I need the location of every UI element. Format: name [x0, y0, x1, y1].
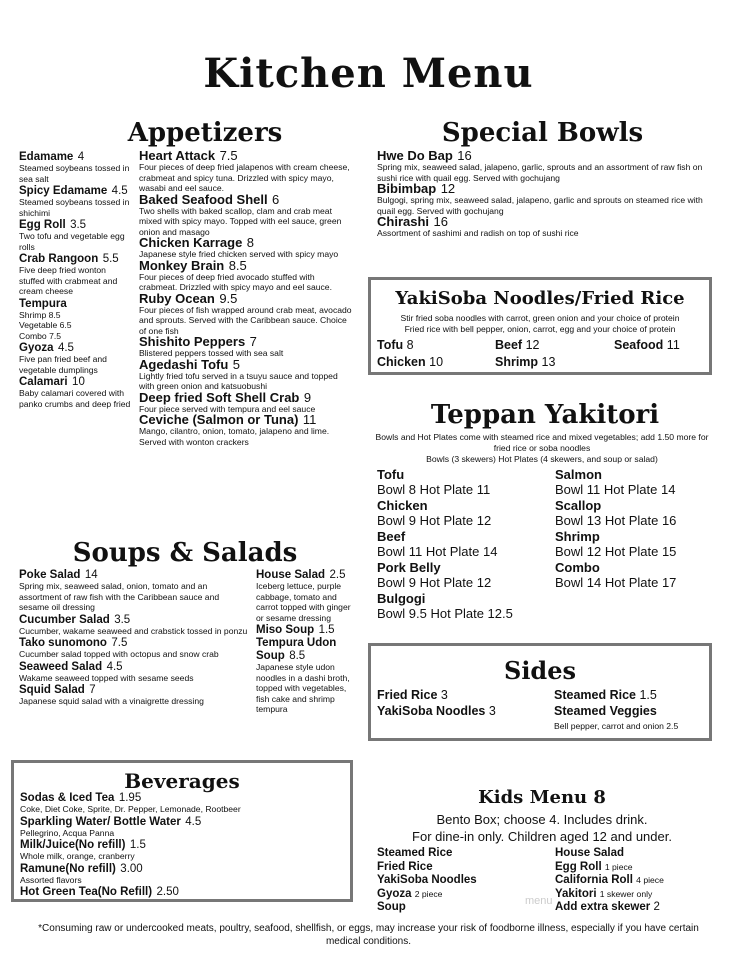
- kids-item-name: Steamed Rice: [377, 847, 453, 859]
- yakisoba-box: [368, 277, 712, 375]
- item-price: 1.95: [118, 792, 142, 804]
- kids-item-name: Fried Rice: [377, 860, 433, 873]
- item-name: Ramune(No refill): [20, 862, 116, 875]
- item-name: Monkey Brain: [139, 257, 225, 273]
- teppan-note-2: Bowls (3 skewers) Hot Plates (4 skewers, and soup or salad): [426, 454, 658, 464]
- item-desc: Bulgogi, spring mix, seaweed salad, jalapeno, garlic and sprouts on steamed rice with quail egg. Served with gochujang: [377, 195, 703, 216]
- teppan-prices: Bowl 11 Hot Plate 14: [555, 482, 676, 497]
- menu-item: [139, 150, 354, 194]
- teppan-name: Scallop: [555, 498, 602, 513]
- side-item: [554, 704, 657, 719]
- teppan-prices: Bowl 8 Hot Plate 11: [377, 482, 491, 497]
- item-desc: Four pieces of fish wrapped around crab meat, avocado and sprouts. Served with the Caribbean sauce. Choice of one fish: [139, 304, 352, 336]
- kids-item: [555, 861, 715, 875]
- item-desc: Assorted flavors: [20, 874, 82, 885]
- item-price: 5: [232, 356, 240, 372]
- item-name: Ruby Ocean: [139, 290, 215, 306]
- kids-heading: Kids Menu 8: [478, 787, 606, 808]
- kids-item-name: Add extra skewer: [555, 901, 651, 913]
- side-item: [554, 688, 657, 703]
- menu-item: [20, 791, 345, 815]
- item-desc: Spring mix, seaweed salad, onion, tomato and an assortment of raw fish with the Caribbean sauce and sesame oil dressing: [19, 581, 220, 612]
- teppan-item: [377, 591, 552, 621]
- item-desc: Wakame seaweed topped with sesame seeds: [19, 672, 194, 683]
- teppan-prices: Bowl 11 Hot Plate 14: [377, 544, 498, 559]
- item-desc: Coke, Diet Coke, Sprite, Dr. Pepper, Lemonade, Rootbeer: [20, 804, 241, 814]
- item-desc: Blistered peppers tossed with sea salt: [139, 348, 284, 358]
- menu-item: [139, 356, 354, 392]
- yakisoba-heading: YakiSoba Noodles/Fried Rice: [395, 288, 685, 309]
- item-price: 14: [84, 569, 98, 581]
- option-name: Seafood: [614, 338, 664, 352]
- teppan-item: [377, 560, 552, 590]
- item-name: Ceviche (Salmon or Tuna): [139, 412, 299, 427]
- menu-item: [20, 862, 345, 886]
- teppan-prices: Bowl 9 Hot Plate 12: [377, 575, 492, 590]
- item-name: Hwe Do Bap: [377, 148, 453, 163]
- kids-item-name: California Roll: [555, 874, 633, 886]
- yakisoba-desc-1: Stir fried soba noodles with carrot, green onion and your choice of protein: [400, 313, 680, 323]
- kids-item-name: Soup: [377, 901, 406, 913]
- teppan-name: Pork Belly: [377, 560, 441, 575]
- menu-item: [256, 623, 356, 636]
- side-price: 1.5: [639, 688, 657, 702]
- teppan-name: Salmon: [555, 467, 602, 482]
- kids-item: [377, 861, 552, 875]
- item-desc: Two tofu and vegetable egg rolls: [19, 231, 125, 252]
- item-desc: Japanese style fried chicken served with spicy mayo: [139, 249, 339, 259]
- menu-item: [20, 838, 345, 862]
- soups-right-list: [256, 568, 356, 715]
- menu-item: [377, 150, 717, 183]
- menu-item: [139, 389, 354, 415]
- item-price: 8: [246, 235, 255, 250]
- item-name: Baked Seafood Shell: [139, 191, 268, 207]
- teppan-prices: Bowl 9 Hot Plate 12: [377, 513, 492, 528]
- kids-line-1: Bento Box; choose 4. Includes drink.: [436, 812, 648, 827]
- menu-item: [20, 815, 345, 839]
- item-price: 16: [457, 148, 472, 163]
- kids-item: [555, 847, 715, 861]
- item-desc: Whole milk, orange, cranberry: [20, 851, 135, 861]
- page-title: Kitchen Menu: [203, 50, 534, 97]
- item-name: Chirashi: [377, 214, 430, 229]
- kids-item: [555, 874, 715, 888]
- side-name: YakiSoba Noodles: [377, 704, 486, 718]
- kids-item-name: House Salad: [555, 847, 625, 859]
- kids-item-note: 4 piece: [636, 875, 664, 885]
- item-price: 12: [440, 181, 456, 196]
- item-price: 2.50: [156, 886, 179, 898]
- teppan-name: Tofu: [377, 467, 405, 482]
- item-desc: Cucumber salad topped with octopus and snow crab: [19, 649, 219, 659]
- teppan-item: [377, 529, 552, 559]
- item-price: 4.5: [57, 342, 74, 354]
- item-price: 7: [89, 684, 96, 696]
- item-name: Shishito Peppers: [139, 334, 246, 349]
- item-name: House Salad: [256, 569, 326, 581]
- beverages-heading: Beverages: [124, 769, 240, 793]
- item-price: 16: [433, 214, 448, 229]
- kids-item-note: 2: [653, 901, 660, 913]
- teppan-item: [555, 498, 715, 528]
- yakisoba-option: [377, 338, 414, 353]
- item-name: Hot Green Tea(No Refill): [20, 886, 153, 898]
- beverages-box: [11, 760, 353, 902]
- side-item: [377, 688, 448, 703]
- item-price: 4.5: [111, 185, 128, 197]
- side-price: 3: [440, 688, 448, 702]
- option-price: 11: [666, 338, 680, 352]
- item-desc: Spring mix, seaweed salad, jalapeno, garlic, sprouts and an assortment of raw fish on sushi rice with quail egg. Served with gochujang: [377, 162, 703, 183]
- soups-left-list: [19, 568, 251, 707]
- teppan-item: [377, 467, 552, 497]
- kids-item: [377, 847, 552, 861]
- item-price: 3.5: [70, 219, 87, 231]
- menu-item: [19, 252, 131, 297]
- item-name: Cucumber Salad: [19, 613, 110, 626]
- kids-item-name: Gyoza: [377, 887, 412, 900]
- item-price: 8.5: [228, 257, 247, 273]
- menu-item: [19, 297, 131, 342]
- sides-heading: Sides: [503, 656, 576, 685]
- menu-item: [139, 191, 354, 238]
- item-name: Crab Rangoon: [19, 253, 99, 265]
- item-desc: Two shells with baked scallop, clam and crab meat mixed with spicy mayo. Topped with eel sauce, green onion and masago: [139, 205, 342, 237]
- menu-item: [20, 885, 345, 898]
- menu-item: [19, 375, 131, 409]
- item-desc: Iceberg lettuce, purple cabbage, tomato and carrot topped with ginger or sesame dressing: [256, 581, 351, 623]
- appetizers-heading: Appetizers: [127, 118, 283, 148]
- side-name: Fried Rice: [377, 688, 438, 702]
- item-desc: Shrimp 8.5 Vegetable 6.5 Combo 7.5: [19, 309, 72, 341]
- item-desc: Lightly fried tofu served in a tsuyu sauce and topped with green onion and katsuobushi: [139, 370, 338, 391]
- menu-item: [139, 257, 354, 293]
- item-price: 5.5: [102, 253, 119, 265]
- item-desc: Four pieces of deep fried jalapenos with cream cheese, crabmeat and spicy tuna. Drizzled with spicy mayo, wasabi and eel sauce.: [139, 162, 350, 193]
- item-name: Squid Salad: [19, 684, 85, 696]
- item-name: Sparkling Water/ Bottle Water: [20, 815, 181, 828]
- menu-item: [19, 636, 251, 660]
- side-name: Steamed Veggies: [554, 704, 657, 718]
- item-desc: Pellegrino, Acqua Panna: [20, 827, 115, 838]
- yakisoba-options: [371, 338, 709, 372]
- teppan-name: Chicken: [377, 498, 428, 513]
- menu-item: [139, 290, 354, 337]
- item-desc: Four pieces of deep fried avocado stuffed with crabmeat. Drizzled with spicy mayo and eel sauce.: [139, 271, 332, 292]
- item-name: Heart Attack: [139, 148, 216, 163]
- teppan-name: Bulgogi: [377, 591, 426, 606]
- teppan-name: Shrimp: [555, 529, 600, 544]
- option-name: Beef: [495, 338, 523, 352]
- menu-item: [19, 341, 131, 375]
- item-name: Egg Roll: [19, 219, 66, 231]
- item-name: Chicken Karrage: [139, 235, 243, 250]
- menu-item: [19, 184, 131, 218]
- item-price: 9: [303, 389, 312, 405]
- item-name: Miso Soup: [256, 624, 315, 636]
- item-desc: Four piece served with tempura and eel sauce: [139, 403, 316, 414]
- sides-box: [368, 643, 712, 741]
- kids-right-list: [555, 847, 715, 915]
- item-price: 4: [77, 151, 85, 163]
- item-desc: Assortment of sashimi and radish on top of sushi rice: [377, 228, 579, 238]
- teppan-note-1: Bowls and Hot Plates come with steamed rice and mixed vegetables; add 1.50 more for fried rice or soba noodles: [375, 432, 709, 453]
- item-name: Milk/Juice(No refill): [20, 839, 126, 851]
- menu-item: [139, 237, 354, 260]
- yakisoba-option: [495, 355, 555, 370]
- option-price: 13: [541, 355, 556, 369]
- menu-item: [377, 183, 717, 216]
- item-price: 7.5: [219, 148, 238, 163]
- kids-item-name: Egg Roll: [555, 860, 602, 873]
- footer-disclaimer: *Consuming raw or undercooked meats, poultry, seafood, shellfish, or eggs, may increase your risk of foodborne illness, especially if you have certain medical conditions.: [38, 923, 699, 947]
- item-price: 3.00: [120, 862, 143, 875]
- item-name: Agedashi Tofu: [139, 356, 229, 372]
- item-desc: Five deep fried wonton stuffed with crabmeat and cream cheese: [19, 265, 118, 296]
- kids-item-note: 2 piece: [414, 888, 443, 899]
- teppan-name: Combo: [555, 560, 600, 575]
- item-name: Seaweed Salad: [19, 660, 103, 673]
- special-bowls-list: [377, 150, 717, 239]
- yakisoba-desc-2: Fried rice with bell pepper, onion, carrot, egg and your choice of protein: [404, 324, 676, 334]
- option-price: 10: [429, 355, 444, 369]
- item-name: Bibimbap: [377, 181, 437, 196]
- side-item: [377, 704, 496, 719]
- menu-item: [139, 414, 354, 447]
- item-name: Deep fried Soft Shell Crab: [139, 389, 300, 405]
- item-name: Calamari: [19, 376, 68, 388]
- item-price: 1.5: [129, 839, 146, 851]
- menu-item: [256, 636, 356, 715]
- item-desc: Steamed soybeans tossed in sea salt: [19, 163, 130, 184]
- menu-item: [377, 216, 717, 239]
- item-desc: Mango, cilantro, onion, tomato, jalapeno and lime. Served with wonton crackers: [139, 426, 330, 447]
- teppan-left-list: [377, 467, 552, 622]
- menu-item: [139, 336, 354, 359]
- kids-item: [555, 888, 715, 902]
- appetizers-left-list: [19, 150, 131, 409]
- item-price: 4.5: [185, 815, 202, 828]
- appetizers-right-list: [139, 150, 354, 447]
- menu-item: [19, 218, 131, 252]
- item-price: 4.5: [106, 660, 123, 673]
- side-price: 3: [488, 704, 496, 718]
- teppan-prices: Bowl 13 Hot Plate 16: [555, 513, 677, 528]
- option-name: Shrimp: [495, 355, 539, 369]
- teppan-heading: Teppan Yakitori: [430, 400, 660, 430]
- kids-item-name: YakiSoba Noodles: [377, 874, 477, 886]
- teppan-prices: Bowl 9.5 Hot Plate 12.5: [377, 606, 513, 621]
- menu-item: [19, 568, 251, 613]
- special-bowls-heading: Special Bowls: [441, 118, 644, 148]
- item-desc: Baby calamari covered with panko crumbs and deep fried: [19, 388, 131, 409]
- beverages-list: [20, 791, 345, 898]
- item-desc: Japanese style udon noodles in a dashi broth, topped with vegetables, fish cake and shrimp tempura: [256, 662, 350, 714]
- item-name: Tempura: [19, 297, 67, 310]
- menu-item: [19, 683, 251, 707]
- item-price: 8.5: [289, 650, 306, 662]
- teppan-prices: Bowl 12 Hot Plate 15: [555, 544, 677, 559]
- menu-item: [19, 150, 131, 184]
- item-desc: Japanese squid salad with a vinaigrette dressing: [19, 696, 204, 706]
- item-name: Sodas & Iced Tea: [20, 792, 115, 804]
- teppan-item: [555, 467, 715, 497]
- item-price: 1.5: [318, 624, 335, 636]
- menu-item: [19, 660, 251, 684]
- item-price: 3.5: [114, 613, 131, 626]
- item-desc: Five pan fried beef and vegetable dumplings: [19, 354, 107, 375]
- menu-item: [19, 613, 251, 637]
- yakisoba-option: [495, 338, 539, 353]
- watermark: menu: [525, 895, 553, 907]
- option-name: Chicken: [377, 355, 426, 369]
- yakisoba-option: [614, 338, 680, 353]
- kids-item-note: 1 skewer only: [599, 888, 653, 899]
- item-price: 6: [272, 191, 280, 207]
- yakisoba-option: [377, 355, 443, 370]
- item-name: Spicy Edamame: [19, 185, 108, 197]
- item-name: Tempura Udon Soup: [256, 637, 337, 662]
- item-price: 7: [249, 334, 257, 349]
- item-name: Gyoza: [19, 342, 54, 354]
- teppan-item: [377, 498, 552, 528]
- item-price: 2.5: [329, 569, 346, 581]
- item-name: Edamame: [19, 151, 74, 163]
- teppan-item: [555, 529, 715, 559]
- kids-item-name: Yakitori: [555, 887, 597, 900]
- teppan-right-list: [555, 467, 715, 591]
- teppan-prices: Bowl 14 Hot Plate 17: [555, 575, 677, 590]
- item-price: 9.5: [219, 290, 238, 306]
- kids-line-2: For dine-in only. Children aged 12 and under.: [412, 829, 672, 844]
- item-price: 7.5: [111, 637, 128, 649]
- side-name: Steamed Rice: [554, 688, 636, 702]
- item-desc: Cucumber, wakame seaweed and crabstick tossed in ponzu: [19, 625, 248, 636]
- kids-item: [555, 901, 715, 915]
- item-name: Tako sunomono: [19, 637, 107, 649]
- item-name: Poke Salad: [19, 569, 81, 581]
- kids-item-note: 1 piece: [604, 861, 633, 872]
- option-name: Tofu: [377, 338, 404, 352]
- menu-item: [256, 568, 356, 623]
- teppan-item: [555, 560, 715, 590]
- kids-item: [377, 874, 552, 888]
- item-price: 11: [302, 412, 317, 427]
- item-price: 10: [72, 376, 85, 388]
- veggies-desc: Bell pepper, carrot and onion 2.5: [554, 721, 679, 731]
- option-price: 12: [525, 338, 540, 352]
- soups-heading: Soups & Salads: [72, 538, 298, 568]
- option-price: 8: [406, 338, 414, 352]
- teppan-name: Beef: [377, 529, 406, 544]
- item-desc: Steamed soybeans tossed in shichimi: [19, 197, 130, 218]
